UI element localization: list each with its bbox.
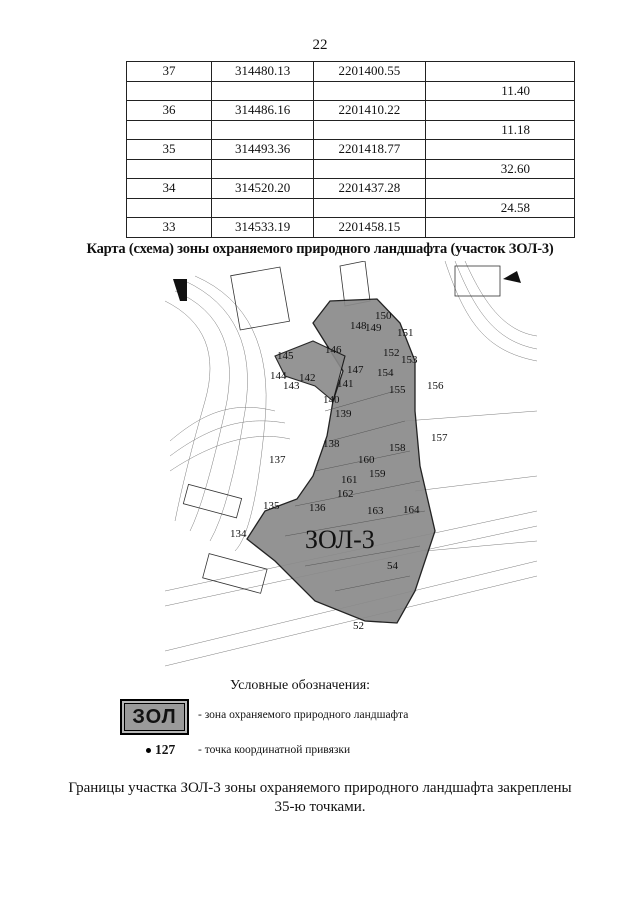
map-point-label: 138 xyxy=(323,438,340,450)
map-point-label: 54 xyxy=(387,560,398,572)
table-cell: 2201400.55 xyxy=(314,62,425,82)
map-point-label: 152 xyxy=(383,347,400,359)
map-point-label: 157 xyxy=(431,432,448,444)
map-point-label: 159 xyxy=(369,468,386,480)
legend-point-number: 127 xyxy=(155,742,176,757)
coordinates-table xyxy=(126,61,575,238)
map-point-label: 135 xyxy=(263,500,280,512)
map-point-label: 158 xyxy=(389,442,406,454)
map-point-label: 163 xyxy=(367,505,384,517)
table-cell: 2201437.28 xyxy=(314,179,425,199)
table-cell: 37 xyxy=(127,62,212,82)
table-row xyxy=(127,81,575,101)
map-point-label: 140 xyxy=(323,394,340,406)
table-cell xyxy=(425,218,574,238)
map-point-label: 52 xyxy=(353,620,364,632)
table-cell xyxy=(425,62,574,82)
map-point-label: 144 xyxy=(270,370,287,382)
table-row xyxy=(127,179,575,199)
map-point-label: 137 xyxy=(269,454,286,466)
table-cell: 314480.13 xyxy=(212,62,314,82)
map-point-label: 154 xyxy=(377,367,394,379)
table-cell xyxy=(127,81,212,101)
map-point-label: 153 xyxy=(401,354,418,366)
map-point-label: 146 xyxy=(325,344,342,356)
table-row xyxy=(127,101,575,121)
table-cell: 32.60 xyxy=(425,159,574,179)
table-cell: 24.58 xyxy=(425,198,574,218)
map-point-label: 164 xyxy=(403,504,420,516)
footer-line-2: 35-ю точками. xyxy=(274,799,366,815)
map-point-label: 150 xyxy=(375,310,392,322)
table-cell xyxy=(127,198,212,218)
map-point-label: 156 xyxy=(427,380,444,392)
map-point-label: 151 xyxy=(397,327,414,339)
table-cell xyxy=(212,120,314,140)
legend-zone-symbol: ЗОЛ xyxy=(124,703,185,731)
table-cell: 314486.16 xyxy=(212,101,314,121)
map-point-label: 147 xyxy=(347,364,364,376)
table-cell: 314533.19 xyxy=(212,218,314,238)
map-point-label: 142 xyxy=(299,372,316,384)
table-row xyxy=(127,198,575,218)
table-cell xyxy=(127,120,212,140)
table-row xyxy=(127,218,575,238)
map-point-label: 143 xyxy=(283,380,300,392)
table-cell: 2201410.22 xyxy=(314,101,425,121)
table-cell xyxy=(314,81,425,101)
table-cell: 34 xyxy=(127,179,212,199)
table-cell: 11.18 xyxy=(425,120,574,140)
table-cell xyxy=(314,120,425,140)
table-row xyxy=(127,62,575,82)
footer-line-1: Границы участка ЗОЛ-3 зоны охраняемого природного ландшафта закреплены xyxy=(68,780,572,796)
map-point-label: 141 xyxy=(337,378,354,390)
table-cell xyxy=(425,179,574,199)
footer-text xyxy=(40,779,600,817)
table-row xyxy=(127,159,575,179)
legend-point-symbol xyxy=(146,742,175,758)
map-point-label: 139 xyxy=(335,408,352,420)
table-cell xyxy=(425,101,574,121)
table-cell: 2201458.15 xyxy=(314,218,425,238)
table-row xyxy=(127,120,575,140)
table-cell: 314493.36 xyxy=(212,140,314,160)
map-point-label: 161 xyxy=(341,474,358,486)
map-point-label: 134 xyxy=(230,528,247,540)
table-cell: 33 xyxy=(127,218,212,238)
table-cell xyxy=(314,198,425,218)
map-title: Карта (схема) зоны охраняемого природного ландшафта (участок ЗОЛ-3) xyxy=(86,241,554,257)
map-point-label: 149 xyxy=(365,322,382,334)
table-cell: 314520.20 xyxy=(212,179,314,199)
point-dot-icon xyxy=(146,748,151,753)
map-point-label: 162 xyxy=(337,488,354,500)
table-cell xyxy=(212,81,314,101)
zone-map xyxy=(165,261,537,671)
table-cell xyxy=(425,140,574,160)
legend-heading: Условные обозначения: xyxy=(230,678,371,693)
table-cell xyxy=(314,159,425,179)
table-cell xyxy=(212,198,314,218)
table-cell: 36 xyxy=(127,101,212,121)
table-row xyxy=(127,140,575,160)
table-cell: 35 xyxy=(127,140,212,160)
zone-label: ЗОЛ-3 xyxy=(305,525,375,554)
legend-zone-swatch xyxy=(120,699,189,735)
legend-point-description: - точка координатной привязки xyxy=(198,744,351,756)
map-point-label: 136 xyxy=(309,502,326,514)
legend-zone-description: - зона охраняемого природного ландшафта xyxy=(198,709,409,721)
table-cell: 2201418.77 xyxy=(314,140,425,160)
page-number: 22 xyxy=(312,37,328,53)
map-point-label: 148 xyxy=(350,320,367,332)
map-point-label: 145 xyxy=(277,350,294,362)
map-point-label: 160 xyxy=(358,454,375,466)
table-cell xyxy=(127,159,212,179)
table-cell: 11.40 xyxy=(425,81,574,101)
table-cell xyxy=(212,159,314,179)
map-point-label: 155 xyxy=(389,384,406,396)
